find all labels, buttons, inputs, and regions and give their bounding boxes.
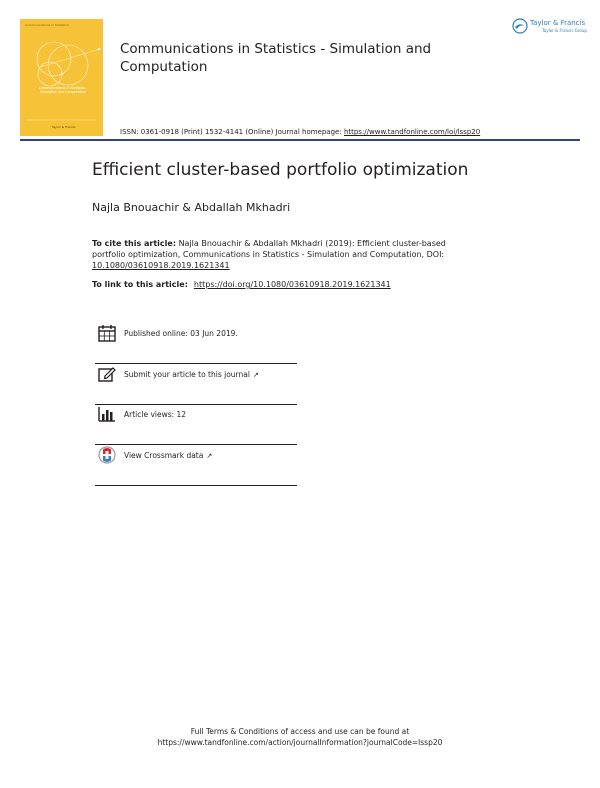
external-link-icon: ↗ [252,371,259,379]
published-online-row [95,324,297,364]
tf-logo-icon [512,18,528,34]
cite-doi-link[interactable]: 10.1080/03610918.2019.1621341 [92,261,230,270]
article-views-label: Article views: 12 [124,410,187,419]
journal-homepage-link[interactable]: https://www.tandfonline.com/loi/lssp20 [343,128,481,136]
cover-band-text: Communications in Statistics - Simulation and Computation [38,86,88,94]
crossmark-label [124,451,212,460]
article-title: Efficient cluster-based portfolio optimization [92,160,469,180]
article-doi-link[interactable]: https://doi.org/10.1080/03610918.2019.1621341 [193,280,391,289]
external-link-icon: ↗ [206,452,213,460]
link-line [92,280,391,289]
edit-icon [98,365,116,383]
publisher-logo-sub: Taylor & Francis Group [542,28,587,33]
issn-line [120,128,480,136]
cover-publisher: Taylor & Francis [52,125,76,129]
cite-text: Najla Bnouachir & Abdallah Mkhadri (2019): Efficient cluster-based portfolio optimization, Communications in Statistics - Simulation and Computation, DOI: [92,239,446,259]
crossmark-icon [98,446,116,464]
footer-terms-link[interactable]: https://www.tandfonline.com/action/journalInformation?journalCode=lssp20 [157,738,443,747]
journal-title-line2: Computation [120,59,208,75]
cite-label: To cite this article: [92,239,177,248]
article-authors: Najla Bnouachir & Abdallah Mkhadri [92,201,291,214]
submit-article-label [124,370,259,379]
journal-title[interactable] [120,40,460,76]
cover-graphic [20,19,103,136]
issn-text: ISSN: 0361-0918 (Print) 1532-4141 (Online) Journal homepage: [120,128,344,136]
crossmark-text: View Crossmark data [124,451,204,460]
cover-journal-name: Communications in Statistics [25,23,69,27]
bar-chart-icon [98,405,116,423]
header-divider [20,139,580,141]
submit-article-text: Submit your article to this journal [124,370,250,379]
publisher-logo-name: Taylor & Francis [530,19,586,27]
publisher-logo[interactable] [512,18,587,36]
footer [120,726,480,748]
crossmark-row[interactable] [95,446,297,486]
calendar-icon [98,324,116,342]
journal-title-line1: Communications in Statistics - Simulation and [120,41,432,57]
journal-cover-image[interactable] [20,19,103,136]
article-views-row [95,405,297,445]
submit-article-row[interactable] [95,365,297,405]
published-online-label: Published online: 03 Jun 2019. [124,329,238,338]
citation-block [92,238,472,271]
footer-terms-text: Full Terms & Conditions of access and use can be found at [190,727,410,736]
link-label: To link to this article: [92,280,188,289]
